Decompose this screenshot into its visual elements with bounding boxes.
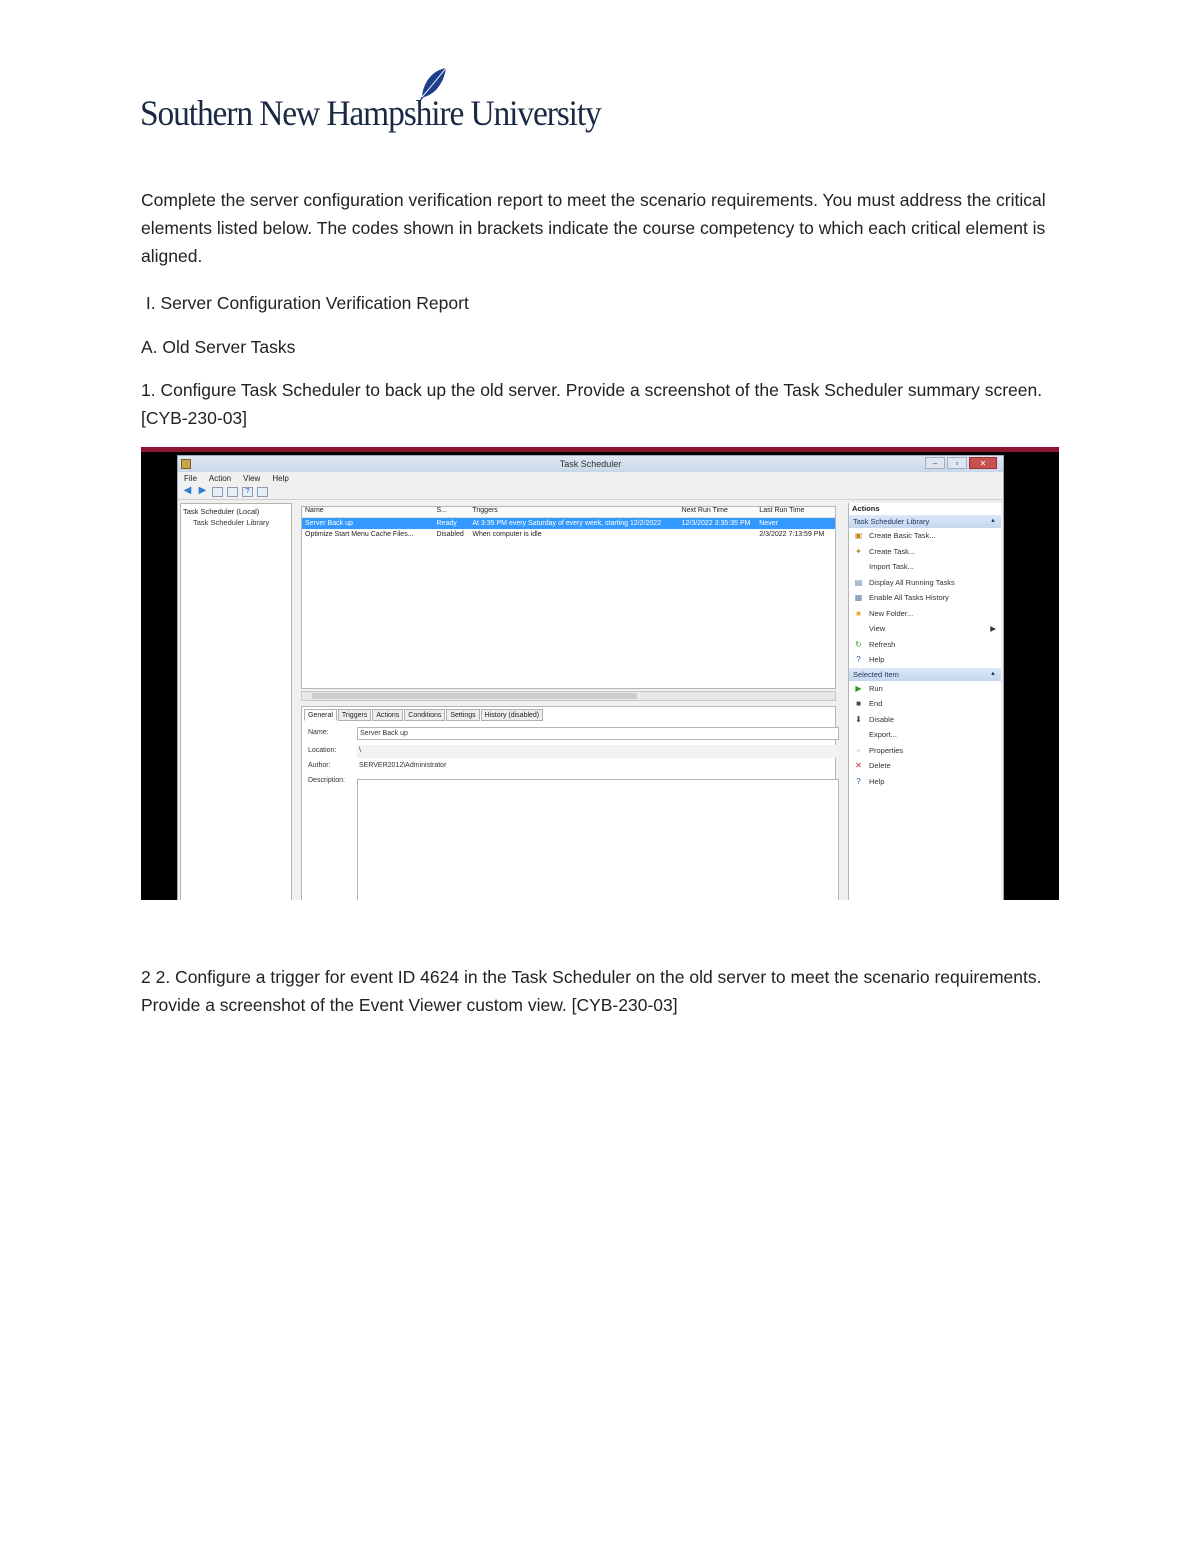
- menu-help[interactable]: Help: [272, 474, 289, 483]
- cell-last-run: Never: [759, 520, 778, 527]
- action-help[interactable]: [849, 652, 1001, 668]
- folder-icon: ■: [856, 608, 861, 618]
- description-field[interactable]: [357, 779, 839, 900]
- task-list-header: [302, 507, 835, 518]
- menu-file[interactable]: File: [184, 474, 197, 483]
- cell-last-run: 2/3/2022 7:13:59 PM: [759, 531, 825, 538]
- toolbar: [178, 485, 1003, 500]
- cell-trigger: When computer is idle: [472, 531, 542, 538]
- properties-icon: ▫: [857, 745, 860, 755]
- location-value: \: [357, 745, 839, 758]
- name-label: Name:: [308, 729, 329, 736]
- action-label: Delete: [869, 761, 891, 770]
- action-enable-history[interactable]: [849, 590, 1001, 606]
- selected-group-label: Selected Item: [853, 669, 899, 679]
- column-status[interactable]: S...: [436, 507, 448, 514]
- university-logo: [140, 66, 601, 140]
- action-label: Create Basic Task...: [869, 531, 936, 540]
- folder-icon[interactable]: [212, 487, 223, 497]
- submenu-arrow-icon: ▶: [990, 624, 996, 633]
- action-pane-icon[interactable]: [257, 487, 268, 497]
- help-icon: ?: [856, 776, 861, 786]
- task-details: [301, 706, 836, 900]
- console-tree: [180, 503, 292, 900]
- tab-conditions[interactable]: Conditions: [404, 709, 445, 721]
- description-label: Description:: [308, 777, 345, 784]
- library-group-header[interactable]: [849, 515, 1001, 528]
- tree-item-root[interactable]: Task Scheduler (Local): [183, 507, 260, 516]
- item-1-paragraph: 1. Configure Task Scheduler to back up the old server. Provide a screenshot of the Task Scheduler summary screen. [CYB-230-03]: [141, 380, 1043, 428]
- task-icon: ✦: [855, 546, 862, 556]
- action-refresh[interactable]: [849, 637, 1001, 653]
- intro-paragraph: Complete the server configuration verification report to meet the scenario requirements. You must address the critical elements listed below. The codes shown in brackets indicate the course competency to which each critical element is aligned.: [141, 190, 1046, 266]
- action-label: View: [869, 624, 886, 633]
- menu-action[interactable]: Action: [208, 474, 232, 483]
- run-icon: ▶: [855, 683, 862, 693]
- action-label: Run: [869, 683, 883, 693]
- author-label: Author:: [308, 762, 331, 769]
- column-name[interactable]: Name: [305, 507, 324, 514]
- section-heading: I. Server Configuration Verification Report: [141, 293, 469, 313]
- selected-group-header[interactable]: [849, 668, 1001, 681]
- column-triggers[interactable]: Triggers: [472, 507, 498, 514]
- actions-pane: [848, 503, 1001, 900]
- action-end[interactable]: [849, 696, 1001, 712]
- tab-settings[interactable]: Settings: [446, 709, 479, 721]
- library-group-label: Task Scheduler Library: [853, 517, 930, 526]
- action-view[interactable]: [849, 621, 1001, 637]
- action-label: Refresh: [869, 639, 896, 649]
- stop-icon: ■: [856, 699, 861, 708]
- menu-bar: [178, 472, 1003, 485]
- cell-name: Server Back up: [305, 520, 353, 527]
- logo-wordmark: Southern New Hampshire University: [140, 93, 601, 133]
- horizontal-scrollbar[interactable]: [301, 691, 836, 701]
- window-titlebar: [178, 456, 1003, 472]
- action-create-basic-task[interactable]: [849, 528, 1001, 544]
- action-delete[interactable]: [849, 758, 1001, 774]
- disable-icon: ⬇: [855, 714, 862, 724]
- delete-icon: ✕: [855, 761, 862, 770]
- cell-trigger: At 3:35 PM every Saturday of every week, starting 12/2/2022: [472, 520, 662, 527]
- tab-general[interactable]: General: [304, 709, 337, 721]
- collapse-icon[interactable]: ▲: [990, 518, 996, 524]
- action-label: Disable: [869, 714, 895, 724]
- cell-status: Ready: [436, 520, 457, 527]
- action-label: End: [869, 699, 883, 708]
- cell-status: Disabled: [436, 531, 464, 538]
- refresh-icon: ↻: [855, 639, 862, 649]
- forward-arrow-icon[interactable]: ▶: [198, 485, 207, 496]
- column-next-run[interactable]: Next Run Time: [681, 507, 728, 514]
- history-icon: ▦: [854, 593, 863, 602]
- cell-next-run: [679, 529, 757, 540]
- action-display-running[interactable]: [849, 575, 1001, 591]
- action-label: Help: [869, 655, 885, 664]
- column-last-run[interactable]: Last Run Time: [759, 507, 805, 514]
- menu-view[interactable]: View: [243, 474, 261, 483]
- action-label: Import Task...: [869, 562, 914, 571]
- window-title: Task Scheduler: [559, 459, 622, 469]
- action-label: Properties: [869, 745, 904, 755]
- cell-next-run: 12/3/2022 3:35:35 PM: [681, 520, 751, 527]
- wizard-icon: ▣: [854, 531, 863, 540]
- center-pane: [296, 506, 841, 900]
- task-list: [301, 506, 836, 689]
- close-button[interactable]: ✕: [969, 457, 997, 469]
- action-label: Enable All Tasks History: [869, 593, 949, 602]
- action-new-folder[interactable]: [849, 606, 1001, 622]
- action-label: Help: [869, 776, 885, 786]
- location-label: Location:: [308, 747, 337, 754]
- detail-tabs: [302, 707, 835, 721]
- action-run[interactable]: [849, 681, 1001, 697]
- item-2-paragraph: 2 2. Configure a trigger for event ID 4624 in the Task Scheduler on the old server to meet the scenario requirements. Provide a screenshot of the Event Viewer custom view. [CYB-230-03]: [141, 967, 1042, 1015]
- collapse-icon[interactable]: ▲: [990, 670, 996, 677]
- minimize-button[interactable]: –: [925, 457, 945, 469]
- action-label: Export...: [869, 730, 897, 739]
- actions-header: Actions: [852, 504, 880, 513]
- help-icon[interactable]: ?: [242, 487, 253, 497]
- action-properties[interactable]: [849, 743, 1001, 759]
- author-value: SERVER2012\Administrator: [359, 762, 447, 769]
- action-help-selected[interactable]: [849, 774, 1001, 790]
- help-icon: ?: [856, 655, 861, 664]
- tab-history[interactable]: History (disabled): [481, 709, 543, 721]
- scrollbar-thumb[interactable]: [312, 693, 637, 699]
- action-import-task[interactable]: [849, 559, 1001, 575]
- action-create-task[interactable]: [849, 544, 1001, 560]
- name-field[interactable]: Server Back up: [357, 727, 839, 740]
- tree-item-library[interactable]: Task Scheduler Library: [193, 518, 270, 527]
- tab-triggers[interactable]: Triggers: [338, 709, 371, 721]
- action-label: Display All Running Tasks: [869, 577, 955, 587]
- back-arrow-icon[interactable]: ◀: [183, 485, 192, 496]
- maximize-button[interactable]: ▫: [947, 457, 967, 469]
- table-row[interactable]: [302, 529, 835, 540]
- tab-actions[interactable]: Actions: [372, 709, 403, 721]
- cell-name: Optimize Start Menu Cache Files...: [305, 531, 414, 538]
- table-row[interactable]: [302, 518, 835, 529]
- list-icon: ▤: [854, 577, 863, 587]
- task-scheduler-window: [177, 455, 1004, 900]
- action-label: New Folder...: [869, 608, 914, 618]
- console-tree-icon[interactable]: [227, 487, 238, 497]
- action-disable[interactable]: [849, 712, 1001, 728]
- subsection-heading: A. Old Server Tasks: [141, 337, 296, 357]
- task-scheduler-screenshot: [141, 447, 1059, 900]
- action-export[interactable]: [849, 727, 1001, 743]
- action-label: Create Task...: [869, 546, 916, 556]
